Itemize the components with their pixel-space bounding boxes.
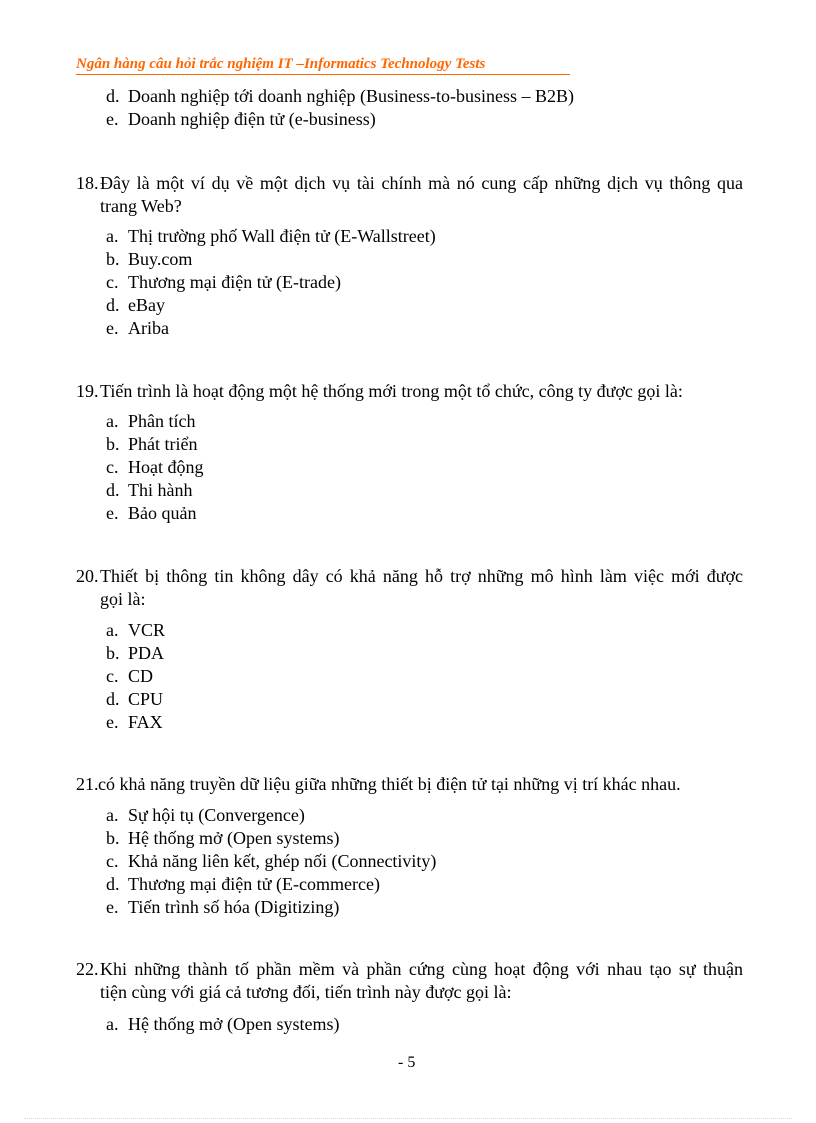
option-letter: e.	[106, 712, 119, 732]
option-text: Thi hành	[128, 480, 193, 500]
page-number: - 5	[398, 1054, 416, 1071]
option-letter: e.	[106, 109, 119, 129]
question-text-line-1: Khi những thành tố phần mềm và phần cứng cùng hoạt động với nhau tạo sự thuận	[100, 959, 743, 979]
option-letter: b.	[106, 249, 120, 269]
question-text-line-1: Thiết bị thông tin không dây có khả năng hỗ trợ những mô hình làm việc mới được	[100, 566, 743, 586]
option-letter: a.	[106, 805, 119, 825]
option-letter: c.	[106, 272, 119, 292]
option-letter: c.	[106, 851, 119, 871]
option-letter: d.	[106, 295, 120, 315]
option-letter: d.	[106, 480, 120, 500]
question-number: 20.	[76, 566, 99, 586]
option-letter: d.	[106, 689, 120, 709]
option-text: Buy.com	[128, 249, 193, 269]
document-header-title: Ngân hàng câu hỏi trắc nghiệm IT –Informatics Technology Tests	[76, 55, 570, 75]
option-text: Hệ thống mở (Open systems)	[128, 828, 340, 848]
option-text: Thương mại điện tử (E-trade)	[128, 272, 341, 292]
option-text: VCR	[128, 620, 166, 640]
option-text: Tiến trình số hóa (Digitizing)	[128, 897, 340, 917]
option-text: Khả năng liên kết, ghép nối (Connectivity)	[128, 851, 437, 871]
question-18-line-2: trang Web?	[100, 196, 182, 216]
question-number: 19.	[76, 381, 99, 401]
option-text: CD	[128, 666, 154, 686]
option-letter: a.	[106, 226, 119, 246]
question-text-line-1: Tiến trình là hoạt động một hệ thống mới trong một tổ chức, công ty được gọi là:	[100, 381, 683, 401]
question-20-line-2: gọi là:	[100, 589, 146, 609]
option-text: Hoạt động	[128, 457, 204, 477]
option-letter: b.	[106, 643, 120, 663]
question-number: 21.	[76, 774, 99, 794]
option-letter: a.	[106, 411, 119, 431]
option-letter: e.	[106, 318, 119, 338]
page-bottom-divider	[24, 1118, 792, 1119]
question-number: 18.	[76, 173, 99, 193]
option-letter: b.	[106, 434, 120, 454]
option-text: FAX	[128, 712, 163, 732]
option-text: PDA	[128, 643, 165, 663]
option-letter: a.	[106, 620, 119, 640]
option-text: Phân tích	[128, 411, 196, 431]
option-letter: e.	[106, 897, 119, 917]
option-text: Phát triển	[128, 434, 198, 454]
option-letter: c.	[106, 457, 119, 477]
option-text: Ariba	[128, 318, 169, 338]
option-text: eBay	[128, 295, 165, 315]
option-letter: a.	[106, 1014, 119, 1034]
option-letter: e.	[106, 503, 119, 523]
option-letter: d.	[106, 86, 120, 106]
question-22-line-2: tiện cùng với giá cả tương đối, tiến trình này được gọi là:	[100, 982, 512, 1002]
option-text: Thị trường phố Wall điện tử (E-Wallstreet)	[128, 226, 436, 246]
option-text: Sự hội tụ (Convergence)	[128, 805, 305, 825]
option-text: Thương mại điện tử (E-commerce)	[128, 874, 380, 894]
option-letter: d.	[106, 874, 120, 894]
option-text: Doanh nghiệp tới doanh nghiệp (Business-to-business – B2B)	[128, 86, 574, 106]
question-number: 22.	[76, 959, 99, 979]
option-text: Doanh nghiệp điện tử (e-business)	[128, 109, 376, 129]
option-text: Hệ thống mở (Open systems)	[128, 1014, 340, 1034]
option-letter: b.	[106, 828, 120, 848]
question-text-line-1: có khả năng truyền dữ liệu giữa những thiết bị điện tử tại những vị trí khác nhau.	[98, 774, 681, 794]
option-text: Bảo quản	[128, 503, 197, 523]
question-text-line-1: Đây là một ví dụ về một dịch vụ tài chính mà nó cung cấp những dịch vụ thông qua	[100, 173, 743, 193]
option-text: CPU	[128, 689, 164, 709]
option-letter: c.	[106, 666, 119, 686]
